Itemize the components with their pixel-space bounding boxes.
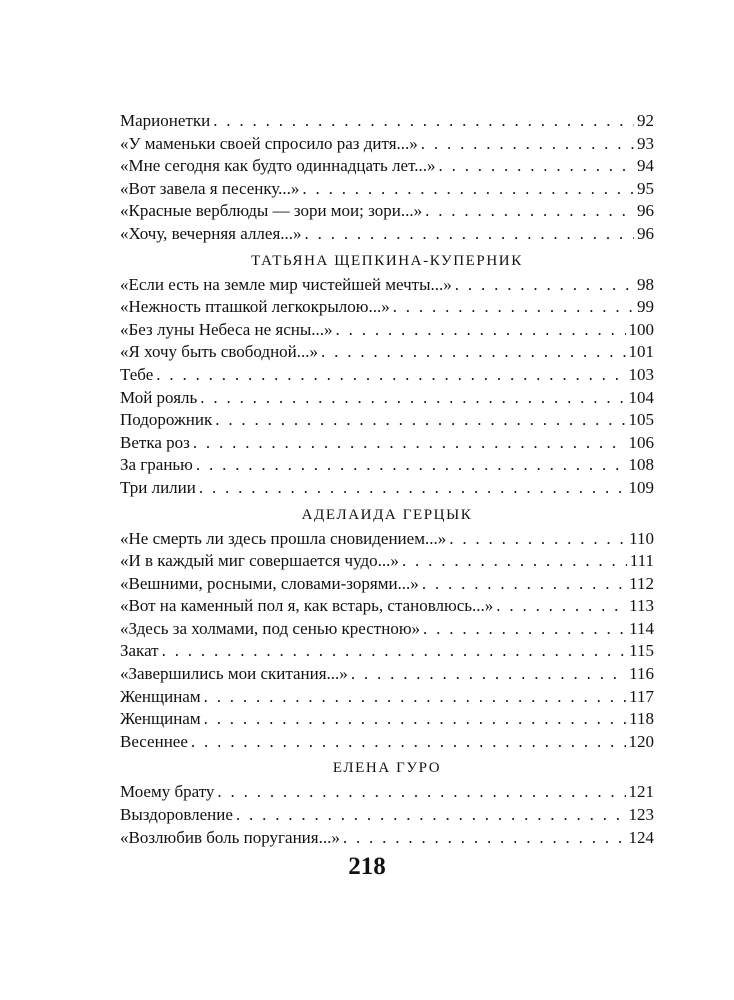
entry-title: «Вот на каменный пол я, как встарь, становлюсь...» xyxy=(120,596,494,616)
toc-entry xyxy=(120,827,654,850)
entry-title: «Красные верблюды — зори мои; зори...» xyxy=(120,201,423,221)
entry-page: 96 xyxy=(637,201,654,221)
dot-leader xyxy=(422,573,626,596)
entry-page: 117 xyxy=(629,686,654,706)
toc-entry xyxy=(120,200,654,223)
entry-title: «Мне сегодня как будто одиннадцать лет...» xyxy=(120,156,436,176)
entry-page: 112 xyxy=(629,573,654,593)
toc-entry xyxy=(120,595,654,618)
entry-title: Ветка роз xyxy=(120,432,190,452)
entry-title: «Я хочу быть свободной...» xyxy=(120,342,319,362)
dot-leader xyxy=(393,296,634,319)
dot-leader xyxy=(191,731,626,754)
dot-leader xyxy=(439,155,635,178)
entry-page: 123 xyxy=(628,805,654,825)
entry-page: 110 xyxy=(629,528,654,548)
toc-entry xyxy=(120,178,654,201)
toc-section xyxy=(120,248,654,500)
entry-title: «Завершились мои скитания...» xyxy=(120,664,348,684)
toc-entry xyxy=(120,781,654,804)
dot-leader xyxy=(496,595,626,618)
entry-page: 115 xyxy=(629,641,654,661)
entry-page: 118 xyxy=(629,709,654,729)
entry-title: Закат xyxy=(120,641,159,661)
dot-leader xyxy=(213,110,634,133)
entry-page: 99 xyxy=(637,297,654,317)
entry-title: «Здесь за холмами, под сенью крестною» xyxy=(120,618,421,638)
dot-leader xyxy=(455,274,634,297)
toc-entry xyxy=(120,550,654,573)
entry-page: 98 xyxy=(637,274,654,294)
entry-title: «И в каждый миг совершается чудо...» xyxy=(120,551,399,571)
toc-entry xyxy=(120,640,654,663)
entry-page: 101 xyxy=(628,342,654,362)
dot-leader xyxy=(449,528,626,551)
entry-page: 95 xyxy=(637,178,654,198)
entry-title: Три лилии xyxy=(120,477,196,497)
entry-title: «Хочу, вечерняя аллея...» xyxy=(120,223,302,243)
toc-entry xyxy=(120,528,654,551)
entry-title: «Если есть на земле мир чистейшей мечты...» xyxy=(120,274,452,294)
entry-title: Женщинам xyxy=(120,686,201,706)
toc-section xyxy=(120,110,654,246)
entry-title: «Вот завела я песенку...» xyxy=(120,178,300,198)
author-heading: АДЕЛАИДА ГЕРЦЫК xyxy=(301,506,473,523)
toc-entry xyxy=(120,686,654,709)
entry-title: Выздоровление xyxy=(120,805,233,825)
toc-entry xyxy=(120,731,654,754)
dot-leader xyxy=(200,387,625,410)
dot-leader xyxy=(423,618,626,641)
toc-entry xyxy=(120,387,654,410)
toc-entry xyxy=(120,341,654,364)
entry-title: Моему брату xyxy=(120,782,215,802)
entry-title: Тебе xyxy=(120,364,154,384)
dot-leader xyxy=(199,477,626,500)
toc-entry xyxy=(120,708,654,731)
entry-page: 93 xyxy=(637,133,654,153)
toc-entry xyxy=(120,274,654,297)
dot-leader xyxy=(193,432,626,455)
entry-page: 92 xyxy=(637,111,654,130)
toc-entry xyxy=(120,364,654,387)
entry-title: За гранью xyxy=(120,455,193,475)
toc-entry xyxy=(120,432,654,455)
dot-leader xyxy=(421,133,634,156)
toc-entry xyxy=(120,296,654,319)
toc-entry xyxy=(120,573,654,596)
dot-leader xyxy=(204,708,627,731)
toc-section xyxy=(120,502,654,754)
dot-leader xyxy=(305,223,634,246)
entry-page: 114 xyxy=(629,618,654,638)
page-number: 218 xyxy=(348,853,386,880)
table-of-contents xyxy=(120,110,654,849)
entry-title: «Не смерть ли здесь прошла сновидением...» xyxy=(120,528,447,548)
toc-entry xyxy=(120,223,654,246)
entry-title: Весеннее xyxy=(120,731,188,751)
entry-title: Женщинам xyxy=(120,709,201,729)
entry-page: 108 xyxy=(628,455,654,475)
entry-title: «Вешними, росными, словами-зорями...» xyxy=(120,573,419,593)
dot-leader xyxy=(425,200,634,223)
toc-entry xyxy=(120,663,654,686)
dot-leader xyxy=(217,781,625,804)
entry-page: 121 xyxy=(628,782,654,802)
toc-entry xyxy=(120,110,654,133)
entry-page: 116 xyxy=(629,664,654,684)
dot-leader xyxy=(236,804,626,827)
entry-page: 120 xyxy=(628,731,654,751)
dot-leader xyxy=(343,827,626,850)
entry-page: 100 xyxy=(628,319,654,339)
entry-title: «Без луны Небеса не ясны...» xyxy=(120,319,333,339)
toc-entry xyxy=(120,618,654,641)
dot-leader xyxy=(204,686,627,709)
entry-title: Подорожник xyxy=(120,410,213,430)
entry-title: «Возлюбив боль поругания...» xyxy=(120,827,340,847)
entry-page: 105 xyxy=(628,410,654,430)
toc-entry xyxy=(120,804,654,827)
toc-entry xyxy=(120,133,654,156)
entry-page: 124 xyxy=(628,827,654,847)
entry-page: 103 xyxy=(628,364,654,384)
entry-page: 113 xyxy=(629,596,654,616)
dot-leader xyxy=(215,409,625,432)
dot-leader xyxy=(196,454,626,477)
toc-entry xyxy=(120,454,654,477)
dot-leader xyxy=(351,663,626,686)
dot-leader xyxy=(336,319,626,342)
dot-leader xyxy=(162,640,627,663)
entry-page: 106 xyxy=(628,432,654,452)
entry-page: 109 xyxy=(628,477,654,497)
entry-page: 111 xyxy=(629,551,654,571)
toc-entry xyxy=(120,409,654,432)
dot-leader xyxy=(321,341,625,364)
toc-entry xyxy=(120,319,654,342)
entry-page: 94 xyxy=(637,156,654,176)
toc-entry xyxy=(120,155,654,178)
author-heading: ЕЛЕНА ГУРО xyxy=(332,760,442,777)
dot-leader xyxy=(156,364,625,387)
author-heading: ТАТЬЯНА ЩЕПКИНА-КУПЕРНИК xyxy=(251,252,523,269)
entry-title: «У маменьки своей спросило раз дитя...» xyxy=(120,133,418,153)
entry-title: Марионетки xyxy=(120,111,211,130)
toc-section xyxy=(120,755,654,849)
entry-page: 96 xyxy=(637,223,654,243)
dot-leader xyxy=(302,178,634,201)
entry-title: «Нежность пташкой легкокрылою...» xyxy=(120,297,390,317)
toc-entry xyxy=(120,477,654,500)
entry-page: 104 xyxy=(628,387,654,407)
dot-leader xyxy=(402,550,627,573)
entry-title: Мой рояль xyxy=(120,387,198,407)
